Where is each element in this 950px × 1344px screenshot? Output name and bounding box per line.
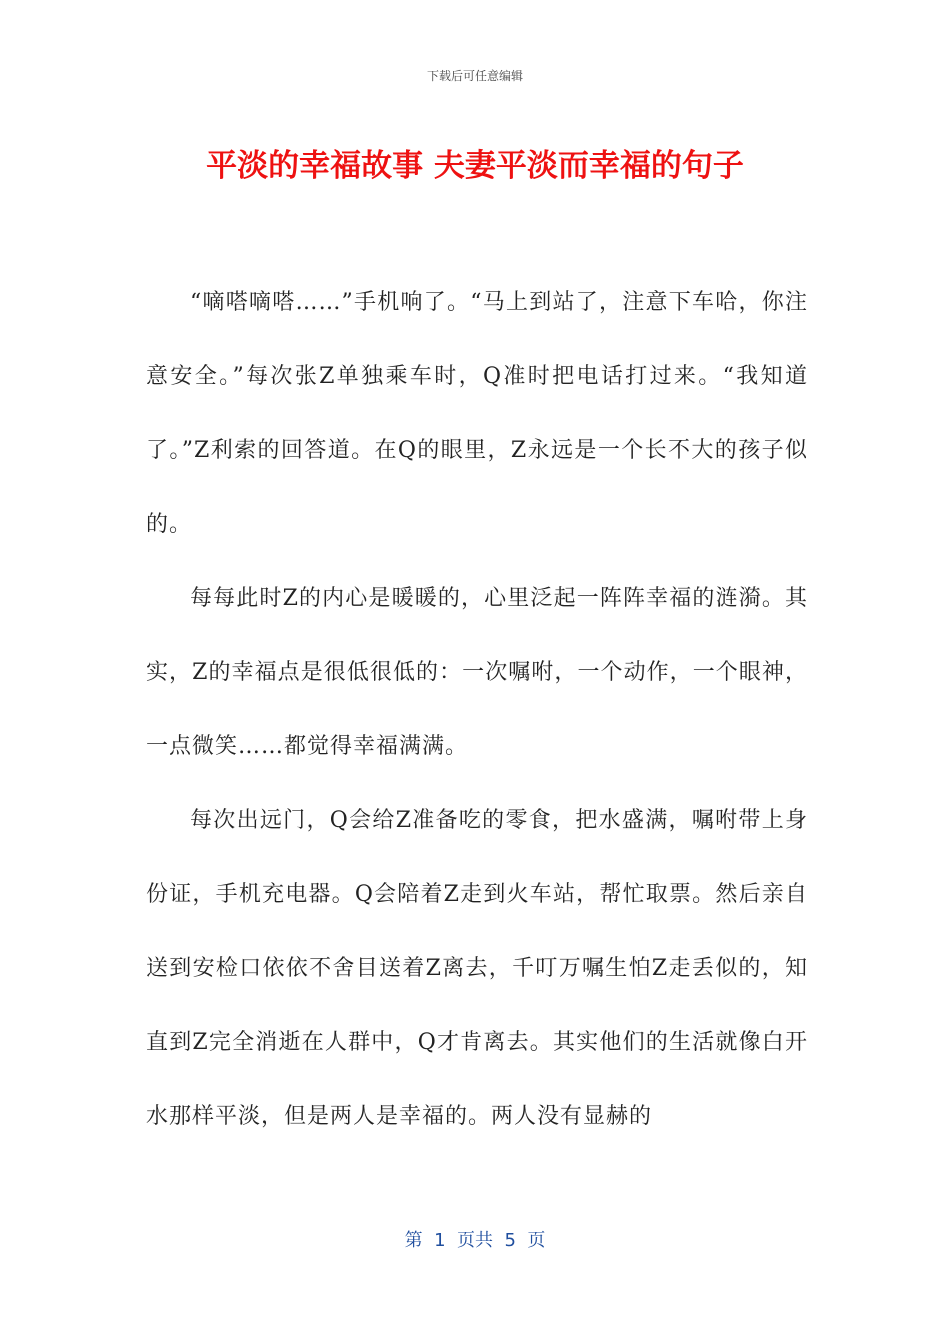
paragraph-3: 每次出远门，Q会给Z准备吃的零食，把水盛满，嘱咐带上身份证，手机充电器。Q会陪着Z走到火车站，帮忙取票。然后亲自送到安检口依依不舍目送着Z离去，千叮万嘱生怕Z走丢似的，知直到Z完全消逝在人群中，Q才肯离去。其实他们的生活就像白开水那样平淡，但是两人是幸福的。两人没有显赫的 [146, 808, 808, 1129]
paragraph-2: 每每此时Z的内心是暖暖的，心里泛起一阵阵幸福的涟漪。其实，Z的幸福点是很低很低的：一次嘱咐，一个动作，一个眼神，一点微笑……都觉得幸福满满。 [146, 586, 808, 759]
article-body [146, 266, 808, 1154]
document-title: 平淡的幸福故事 夫妻平淡而幸福的句子 [206, 148, 744, 184]
page-header-note: 下载后可任意编辑 [426, 69, 523, 83]
paragraph-1: “嘀嗒嘀嗒……”手机响了。“马上到站了，注意下车哈，你注意安全。”每次张Z单独乘车时，Q准时把电话打过来。“我知道了。”Z利索的回答道。在Q的眼里，Z永远是一个长不大的孩子似的。 [146, 290, 808, 537]
page-footer-pagination: 第 1 页共 5 页 [404, 1230, 546, 1251]
